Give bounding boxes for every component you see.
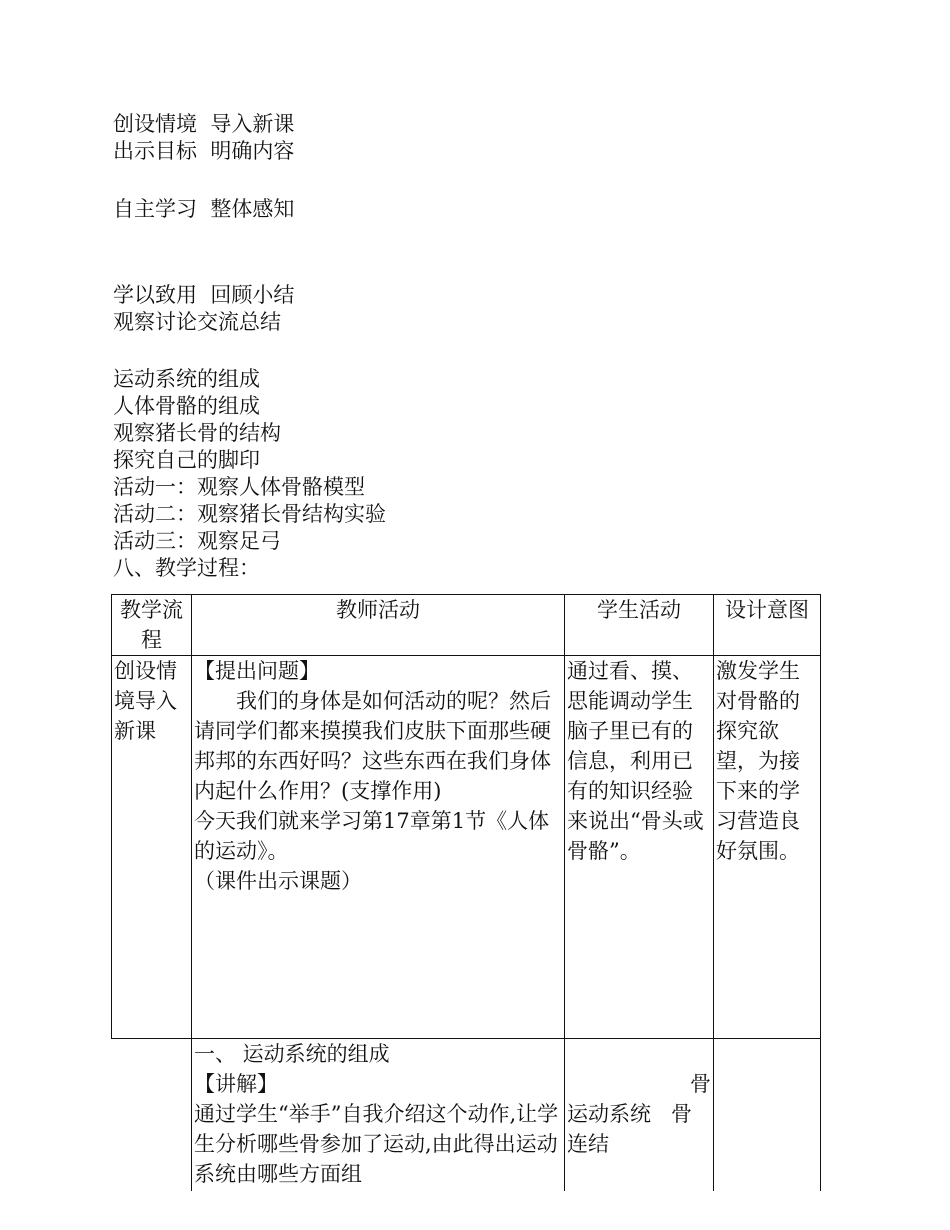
table-header-row	[112, 595, 821, 656]
design-intent-cell	[714, 1039, 821, 1192]
intro-line: 自主学习 整体感知	[113, 197, 295, 221]
teacher-subheading: 【讲解】	[194, 1072, 278, 1096]
table-row	[112, 656, 821, 1039]
teacher-paragraph: （课件出示课题）	[194, 869, 362, 893]
student-activity-cell	[565, 1039, 714, 1192]
flow-cell: 创设情境导入新课	[112, 656, 192, 1039]
header-student: 学生活动	[565, 595, 714, 656]
intro-line: 人体骨骼的组成	[113, 394, 260, 418]
header-intent: 设计意图	[714, 595, 821, 656]
student-line: 运动系统 骨	[567, 1102, 693, 1126]
student-line: 骨	[690, 1072, 711, 1096]
intro-line: 活动三：观察足弓	[113, 529, 281, 553]
teacher-heading: 【提出问题】	[194, 659, 320, 683]
teacher-paragraph: 今天我们就来学习第17章第1节《人体的运动》。	[194, 809, 550, 863]
intro-line: 观察猪长骨的结构	[113, 421, 281, 445]
intro-line: 出示目标 明确内容	[113, 139, 295, 163]
intro-line: 学以致用 回顾小结	[113, 283, 295, 307]
student-activity-cell: 通过看、摸、思能调动学生脑子里已有的信息，利用已有的知识经验来说出“骨头或骨骼”。	[565, 656, 714, 1039]
teacher-paragraph: 我们的身体是如何活动的呢？然后请同学们都来摸摸我们皮肤下面那些硬邦邦的东西好吗？这些东西在我们身体内起什么作用？(支撑作用)	[194, 689, 551, 803]
student-line: 连结	[567, 1132, 609, 1156]
teacher-activity-cell	[192, 1039, 565, 1192]
header-teacher: 教师活动	[192, 595, 565, 656]
intro-line: 探究自己的脚印	[113, 448, 260, 472]
intro-line: 活动一：观察人体骨骼模型	[113, 475, 365, 499]
intro-line: 运动系统的组成	[113, 367, 260, 391]
table-row	[112, 1039, 821, 1192]
header-flow: 教学流程	[112, 595, 192, 656]
teacher-activity-cell	[192, 656, 565, 1039]
intro-line: 创设情境 导入新课	[113, 112, 295, 136]
section-heading: 八、教学过程：	[113, 556, 260, 580]
intro-line: 观察讨论交流总结	[113, 310, 281, 334]
design-intent-cell: 激发学生对骨骼的探究欲望，为接下来的学习营造良好氛围。	[714, 656, 821, 1039]
intro-line: 活动二：观察猪长骨结构实验	[113, 502, 386, 526]
teacher-paragraph: 通过学生“举手”自我介绍这个动作,让学生分析哪些骨参加了运动,由此得出运动系统由哪些方面组	[194, 1102, 559, 1186]
teacher-heading: 一、 运动系统的组成	[194, 1042, 390, 1066]
teaching-process-table	[111, 594, 821, 1191]
flow-cell	[112, 1039, 192, 1192]
